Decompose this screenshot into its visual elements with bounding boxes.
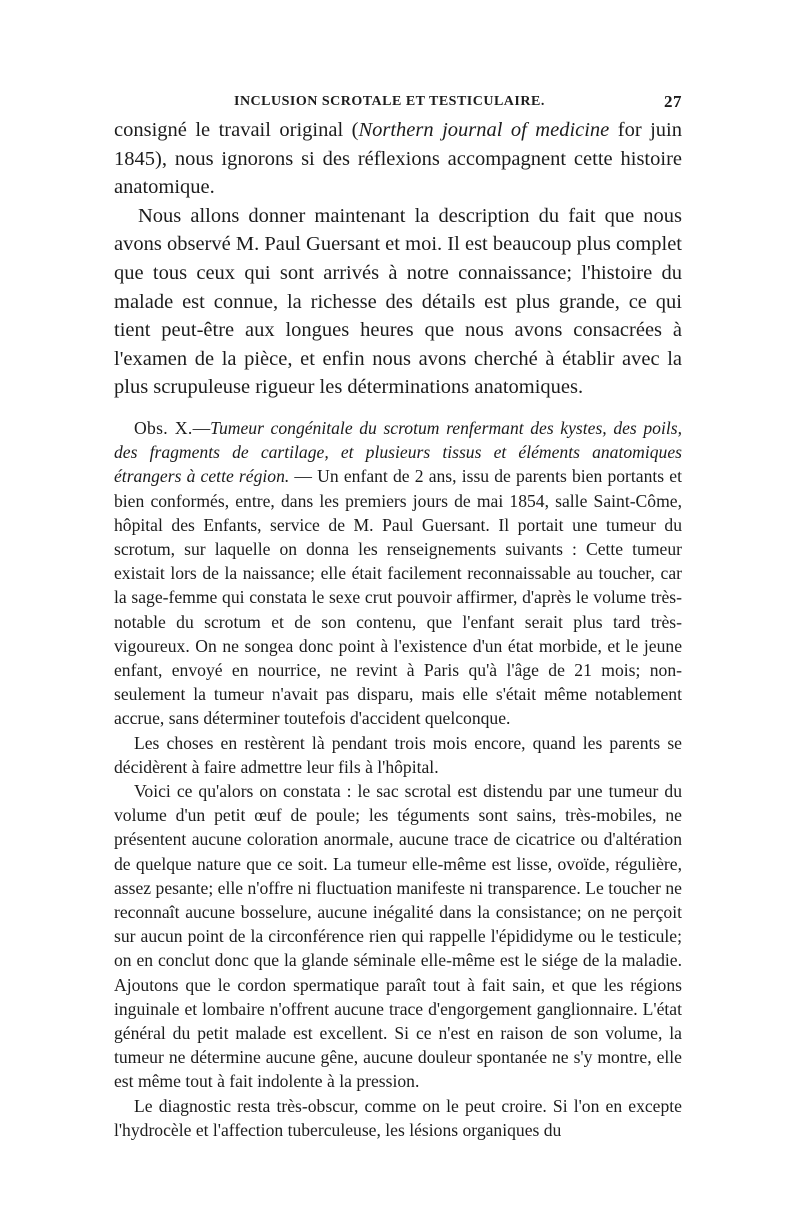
paragraph-introduction: Nous allons donner maintenant la description du fait que nous avons observé M. Paul Guersant et moi. Il est beaucoup plus complet que tous ceux qui sont arrivés à notre connaissance; l'histoire du malade est connue, la richesse des détails est plus grande, ce qui tient peut-être aux longues heures que nous avons consacrées à l'examen de la pièce, et enfin nous avons cherché à établir avec la plus scrupuleuse rigueur les déterminations anatomiques. (114, 204, 682, 399)
observation-label: Obs. X. (134, 417, 193, 438)
citation-text-after: for juin 1845), nous ignorons si des réflexions accompagnent cette histoire anatomique. (114, 119, 683, 199)
running-head (114, 90, 682, 116)
observation-dash: — (192, 417, 211, 438)
paragraph-diagnosis: Le diagnostic resta très-obscur, comme on le peut croire. Si l'on en excepte l'hydrocèle et l'affection tuberculeuse, les lésions organiques du (114, 1095, 682, 1140)
running-head-title: INCLUSION SCROTALE ET TESTICULAIRE. (234, 94, 545, 109)
citation-text-before: consigné le travail original ( (114, 119, 359, 141)
paragraph-admission: Les choses en restèrent là pendant trois mois encore, quand les parents se décidèrent à faire admettre leur fils à l'hôpital. (114, 732, 682, 777)
observation-title: Tumeur congénitale du scrotum renfermant des kystes, des poils, des fragments de cartilage, et plusieurs tissus et éléments anatomiques étrangers à cette région. (114, 417, 683, 487)
observation-paragraph (114, 416, 682, 731)
observation-body: — Un enfant de 2 ans, issu de parents bien portants et bien conformés, entre, dans les premiers jours de mai 1854, salle Saint-Côme, hôpital des Enfants, service de M. Paul Guersant. Il portait une tumeur du scrotum, sur laquelle on donna les renseignements suivants : Cette tumeur existait lors de la naissance; elle était facilement reconnaissable au toucher, car la sage-femme qui constata le sexe crut pouvoir affirmer, d'après le volume très-notable du scrotum et de son contenu, que l'enfant serait plus tard très-vigoureux. On ne songea donc point à l'existence d'un état morbide, et le jeune enfant, envoyé en nourrice, ne revint à Paris qu'à l'âge de 21 mois; non-seulement la tumeur n'avait pas disparu, mais elle s'était même notablement accrue, sans déterminer toutefois d'accident quelconque. (114, 466, 682, 729)
journal-title: Northern journal of medicine (358, 119, 610, 141)
paragraph-citation (114, 116, 682, 202)
section-gap (114, 402, 682, 416)
paragraph-examination: Voici ce qu'alors on constata : le sac scrotal est distendu par une tumeur du volume d'un petit œuf de poule; les téguments sont sains, très-mobiles, ne présentent aucune coloration anormale, aucune trace de cicatrice ou d'altération de quelque nature que ce soit. La tumeur elle-même est lisse, ovoïde, régulière, assez pesante; elle n'offre ni fluctuation manifeste ni transparence. Le toucher ne reconnaît aucune bosselure, aucune inégalité dans la consistance; on ne perçoit sur aucun point de la circonférence rien qui rappelle l'épididyme ou le testicule; on en conclut donc que la glande séminale elle-même est le siége de la maladie. Ajoutons que le cordon spermatique paraît tout à fait sain, et que les régions inguinale et lombaire n'offrent aucune trace d'engorgement ganglionnaire. L'état général du petit malade est excellent. Si ce n'est en raison de son volume, la tumeur ne détermine aucune gêne, aucune douleur spontanée ne s'y montre, elle est même tout à fait indolente à la pression. (114, 780, 682, 1092)
document-page (114, 90, 682, 1142)
page-number: 27 (664, 92, 682, 111)
